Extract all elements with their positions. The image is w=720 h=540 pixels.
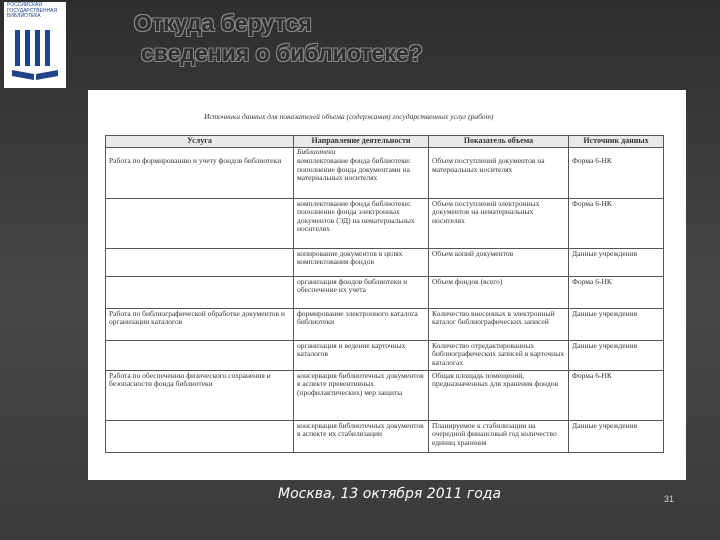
table-cell: Объем фондов (всего) [429,276,569,308]
table-row [106,420,664,452]
table-cell: комплектование фонда библиотеки: пополнение фонда документами на материальных носителях [294,156,429,198]
columns-book-icon [10,22,60,84]
column-header: Показатель объема [429,136,569,148]
table-header-row [106,136,664,148]
table-cell: Форма 6-НК [569,370,664,420]
slide-title [134,8,423,68]
page-number: 31 [664,494,675,504]
table-row [106,156,664,198]
table-cell: консервация библиотечных документов в аспекте превентивных (профилактических) мер защиты [294,370,429,420]
table-cell [106,248,294,276]
title-line-2: сведения о библиотеке? [141,40,423,66]
table-cell: организация и ведение карточных каталогов [294,340,429,370]
logo-line: БИБЛИОТЕКА [7,13,41,19]
table-cell: Форма 6-НК [569,276,664,308]
document-heading: Источники данных для показателей объема (содержания) государственных услуг (работ) [204,112,494,121]
table-cell: копирование документов в целях комплектования фондов [294,248,429,276]
table-cell: Форма 6-НК [569,198,664,248]
column-header: Направление деятельности [294,136,429,148]
table-subheader-row [106,147,664,156]
column-header: Источник данных [569,136,664,148]
table-cell: консервация библиотечных документов в аспекте их стабилизации [294,420,429,452]
table-cell: Данные учреждения [569,340,664,370]
table-cell [106,340,294,370]
title-line-1: Откуда берутся [134,10,312,36]
table-cell [106,198,294,248]
table-cell: Объем поступлений электронных документов на нематериальных носителях [429,198,569,248]
logo-text [7,3,63,20]
table-row [106,248,664,276]
table-row [106,198,664,248]
table-cell: Общая площадь помещений, предназначенных для хранения фондов [429,370,569,420]
table-cell: Планируемое к стабилизации на очередной финансовый год количество единиц хранения [429,420,569,452]
footer-date: Москва, 13 октября 2011 года [278,486,502,502]
table-cell: Количество внесенных в электронный каталог библиографических записей [429,308,569,340]
table-cell: формирование электронного каталога библиотеки [294,308,429,340]
table-cell: Данные учреждения [569,248,664,276]
table-cell: Работа по библиографической обработке документов и организации каталогов [106,308,294,340]
table-cell: Объем поступлений документов на материальных носителях [429,156,569,198]
table-cell: Количество отредактированных библиографических записей в карточных каталогах [429,340,569,370]
table-row [106,370,664,420]
table-cell: Работа по обеспечению физического сохранения и безопасности фонда библиотеки [106,370,294,420]
table-cell [106,276,294,308]
logo-line: ГОСУДАРСТВЕННАЯ [7,7,58,14]
table-cell: комплектование фонда библиотеки: пополнение фонда электронных документов (ЭД) на нематериальных носителях [294,198,429,248]
table-row [106,340,664,370]
table-cell: Объем копий документов [429,248,569,276]
rgb-logo [4,2,66,88]
table-cell: Данные учреждения [569,420,664,452]
table-row [106,308,664,340]
table-cell: Форма 6-НК [569,156,664,198]
table-row [106,276,664,308]
table-cell: организация фондов библиотеки и обеспечение их учета [294,276,429,308]
table-subheader: Библиотеки [294,147,429,156]
logo-line: РОССИЙСКАЯ [7,2,42,8]
document-scan [88,90,686,480]
table-cell [106,420,294,452]
table-cell: Данные учреждения [569,308,664,340]
data-sources-table [105,135,664,453]
column-header: Услуга [106,136,294,148]
table-cell: Работа по формированию и учету фондов библиотеки [106,156,294,198]
